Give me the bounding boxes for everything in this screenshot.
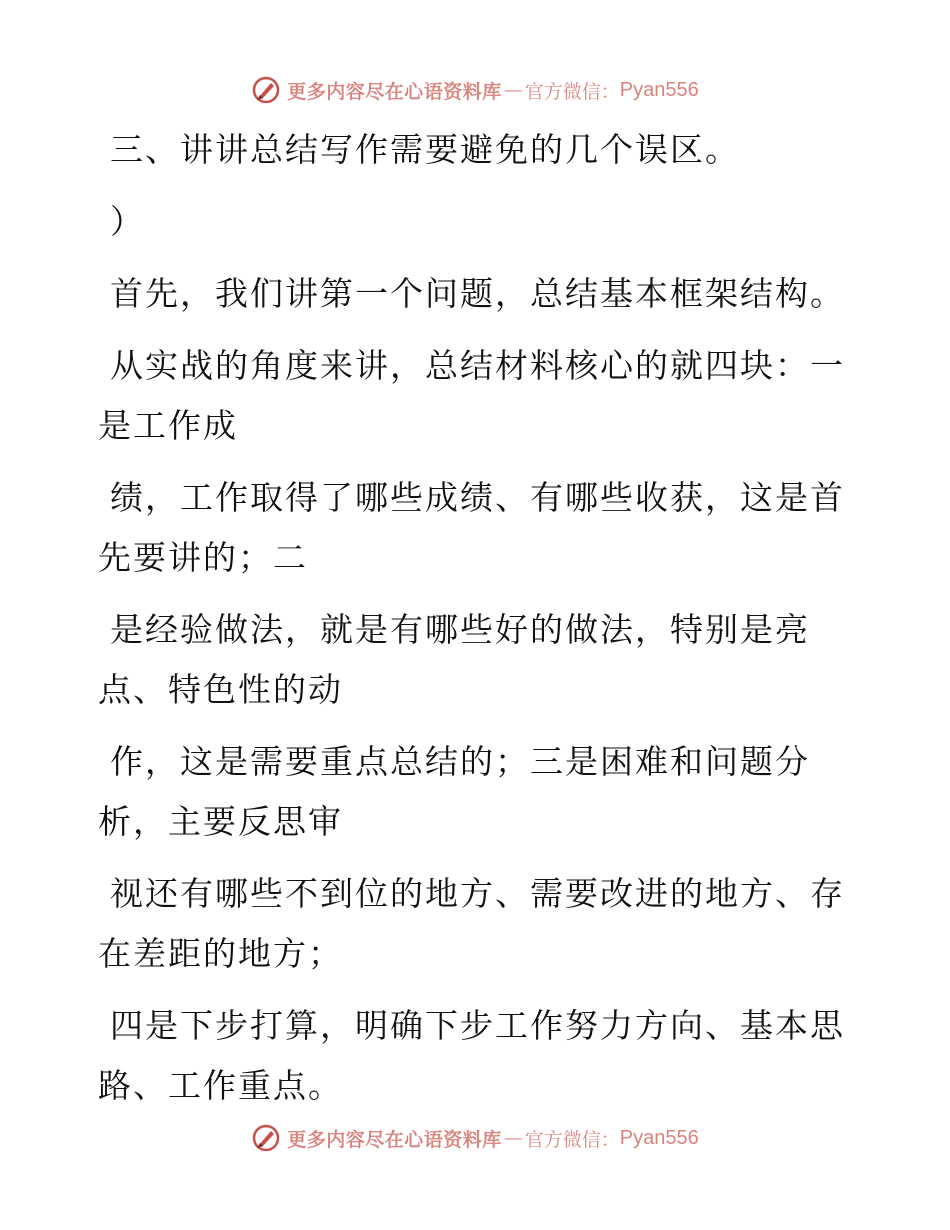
text-line: 路、工作重点。 — [98, 1066, 343, 1105]
paragraph-intro — [98, 264, 845, 324]
text-line: 三、讲讲总结写作需要避免的几个误区。 — [110, 130, 740, 169]
text-line: 在差距的地方； — [98, 934, 343, 973]
text-line: 作，这是需要重点总结的；三是困难和问题分 — [110, 742, 810, 781]
text-line: 点、特色性的动 — [98, 670, 343, 709]
text-line: 从实战的角度来讲，总结材料核心的就四块：一 — [110, 346, 845, 385]
text-line: 先要讲的；二 — [98, 538, 308, 577]
watermark-wechat-id: Pyan556 — [619, 78, 699, 101]
watermark-separator: — — [503, 1127, 523, 1149]
watermark-wechat-id: Pyan556 — [619, 1126, 699, 1149]
pen-logo-icon — [251, 75, 281, 105]
watermark-separator: — — [503, 79, 523, 101]
paragraph-gaps — [98, 864, 845, 984]
watermark-sub-text: 官方微信： — [524, 1128, 620, 1151]
paragraph-experience — [98, 600, 838, 720]
text-line: 四是下步打算，明确下步工作努力方向、基本思 — [110, 1006, 845, 1045]
text-line: 是工作成 — [98, 406, 238, 445]
text-line: 绩，工作取得了哪些成绩、有哪些收获，这是首 — [110, 478, 845, 517]
text-line: ） — [110, 202, 145, 241]
text-line: 首先，我们讲第一个问题，总结基本框架结构。 — [110, 274, 845, 313]
pen-logo-icon — [251, 1123, 281, 1153]
paragraph-plans — [98, 996, 845, 1116]
watermark-header — [0, 70, 950, 110]
paragraph-bracket — [98, 192, 838, 252]
watermark-main-text: 更多内容尽在心语资料库 — [287, 1128, 502, 1151]
text-line: 是经验做法，就是有哪些好的做法，特别是亮 — [110, 610, 810, 649]
paragraph-overview — [98, 336, 845, 456]
text-line: 视还有哪些不到位的地方、需要改进的地方、存 — [110, 874, 845, 913]
watermark-sub-text: 官方微信： — [524, 80, 620, 103]
watermark-main-text: 更多内容尽在心语资料库 — [287, 80, 502, 103]
text-line: 析，主要反思审 — [98, 802, 343, 841]
paragraph-problems — [98, 732, 838, 852]
paragraph-achievements — [98, 468, 845, 588]
watermark-footer — [0, 1118, 950, 1158]
paragraph-heading — [98, 120, 838, 180]
document-body — [98, 120, 845, 1116]
